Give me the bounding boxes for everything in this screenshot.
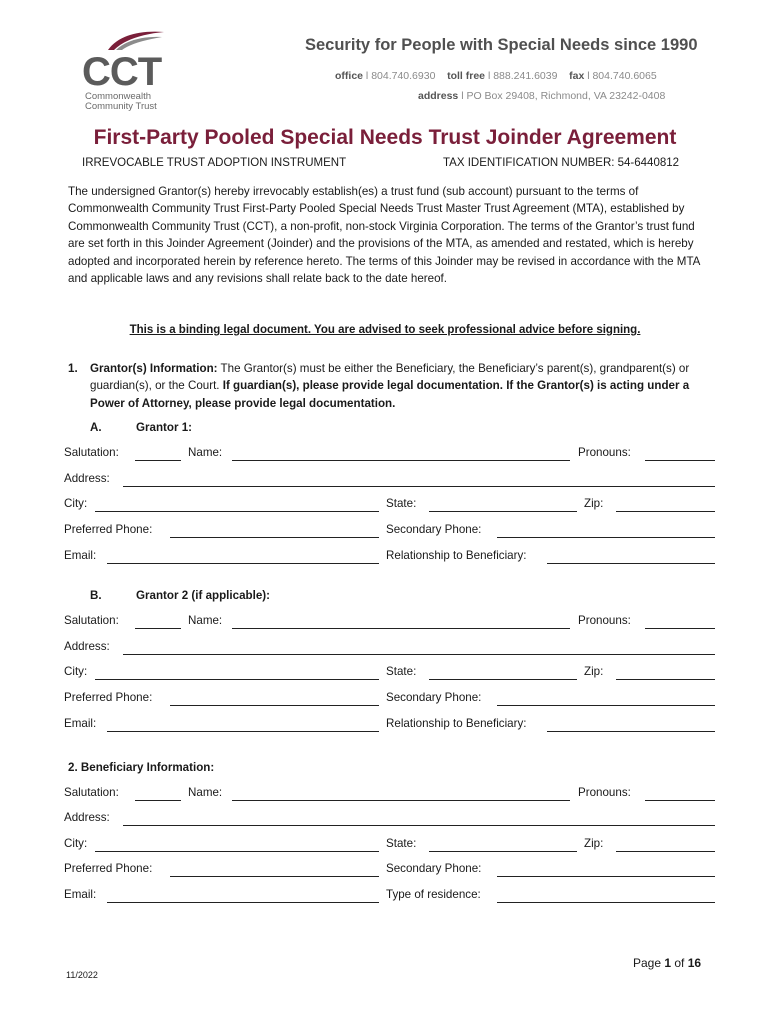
grantor1-preferred-phone-field[interactable] [170, 537, 379, 538]
grantor1-address-field[interactable] [123, 486, 715, 487]
beneficiary-residence-field[interactable] [497, 902, 715, 903]
state-label: State: [386, 665, 417, 678]
state-label: State: [386, 497, 417, 510]
grantor2-relationship-field[interactable] [547, 731, 715, 732]
logo-name-line1: Commonwealth [85, 91, 151, 102]
relationship-label: Relationship to Beneficiary: [386, 549, 527, 562]
name-label: Name: [188, 786, 223, 799]
beneficiary-secondary-phone-field[interactable] [497, 876, 715, 877]
zip-label: Zip: [584, 497, 604, 510]
section-body [90, 360, 708, 412]
address-label: Address: [64, 472, 110, 485]
logo-mark: CCT [82, 50, 162, 94]
city-label: City: [64, 837, 88, 850]
revision-date: 11/2022 [66, 970, 98, 980]
cct-logo [80, 28, 190, 110]
email-label: Email: [64, 717, 97, 730]
intro-paragraph: The undersigned Grantor(s) hereby irrevocably establish(es) a trust fund (sub account) pursuant to the terms of Commonwealth Community Trust First-Party Pooled Special Needs Trust Master Trust Agreement (MTA), established by Commonwealth Community Trust (CCT), a non-profit, non-stock Virginia Corporation. The terms of the Grantor’s trust fund are set forth in this Joinder Agreement (Joinder) and the provisions of the MTA, as amended and restated, which is hereby adopted and incorporated herein by reference hereto. The terms of this Joinder may be revised in accordance with the MTA and applicable laws and any revisions shall relate back to the date hereof. [68, 185, 700, 286]
name-label: Name: [188, 446, 223, 459]
contact-line-phones: office l 804.740.6930 toll free l 888.241.6039 fax l 804.740.6065 [335, 70, 657, 82]
grantor-b-letter: B. [90, 589, 102, 602]
city-label: City: [64, 665, 88, 678]
zip-label: Zip: [584, 665, 604, 678]
office-label: office [335, 70, 364, 82]
beneficiary-heading: 2. Beneficiary Information: [68, 761, 215, 774]
secondary-phone-label: Secondary Phone: [386, 862, 482, 875]
beneficiary-salutation-field[interactable] [135, 800, 181, 801]
grantor1-state-field[interactable] [429, 511, 577, 512]
grantor1-salutation-field[interactable] [135, 460, 181, 461]
office-phone: 804.740.6930 [371, 70, 436, 82]
tollfree-phone: 888.241.6039 [493, 70, 558, 82]
grantor1-pronouns-field[interactable] [645, 460, 715, 461]
address-label: address [418, 90, 459, 102]
page-number [633, 956, 701, 970]
beneficiary-zip-field[interactable] [616, 851, 715, 852]
name-label: Name: [188, 614, 223, 627]
email-label: Email: [64, 888, 97, 901]
grantor1-email-field[interactable] [107, 563, 379, 564]
beneficiary-pronouns-field[interactable] [645, 800, 715, 801]
grantor1-secondary-phone-field[interactable] [497, 537, 715, 538]
tollfree-label: toll free [447, 70, 486, 82]
beneficiary-preferred-phone-field[interactable] [170, 876, 379, 877]
grantor-a-letter: A. [90, 421, 102, 434]
grantor1-zip-field[interactable] [616, 511, 715, 512]
grantor1-name-field[interactable] [232, 460, 570, 461]
grantor2-city-field[interactable] [95, 679, 379, 680]
preferred-phone-label: Preferred Phone: [64, 523, 153, 536]
beneficiary-name-field[interactable] [232, 800, 570, 801]
beneficiary-state-field[interactable] [429, 851, 577, 852]
page-current: 1 [664, 956, 672, 970]
section-grantor-info [68, 360, 708, 412]
logo-name [85, 92, 157, 112]
state-label: State: [386, 837, 417, 850]
section-text: The Grantor(s) must be either the Beneficiary, the Beneficiary’s parent(s), grandparent(s) or guardian(s), or the Court. [90, 362, 690, 393]
legal-notice: This is a binding legal document. You are advised to seek professional advice before signing. [129, 324, 641, 336]
grantor-a-heading: Grantor 1: [136, 421, 193, 434]
grantor2-pronouns-field[interactable] [645, 628, 715, 629]
email-label: Email: [64, 549, 97, 562]
relationship-label: Relationship to Beneficiary: [386, 717, 527, 730]
salutation-label: Salutation: [64, 614, 119, 627]
pronouns-label: Pronouns: [578, 446, 631, 459]
address-label: Address: [64, 811, 110, 824]
grantor1-city-field[interactable] [95, 511, 379, 512]
logo-name-line2: Community Trust [85, 101, 157, 112]
beneficiary-email-field[interactable] [107, 902, 379, 903]
salutation-label: Salutation: [64, 786, 119, 799]
grantor2-preferred-phone-field[interactable] [170, 705, 379, 706]
section-heading: Grantor(s) Information: [90, 362, 218, 375]
logo-swoosh-icon [104, 28, 166, 52]
grantor-b-heading: Grantor 2 (if applicable): [136, 589, 270, 602]
preferred-phone-label: Preferred Phone: [64, 862, 153, 875]
instrument-type: IRREVOCABLE TRUST ADOPTION INSTRUMENT [82, 157, 347, 169]
page-of: of [671, 956, 688, 970]
city-label: City: [64, 497, 88, 510]
address-label: Address: [64, 640, 110, 653]
contact-line-address: address l PO Box 29408, Richmond, VA 23242-0408 [418, 90, 666, 102]
section-bold-text: If guardian(s), please provide legal documentation. If the Grantor(s) is acting under a Power of Attorney, please provide legal documentation. [90, 379, 690, 410]
beneficiary-city-field[interactable] [95, 851, 379, 852]
residence-label: Type of residence: [386, 888, 481, 901]
secondary-phone-label: Secondary Phone: [386, 523, 482, 536]
document-title: First-Party Pooled Special Needs Trust Joinder Agreement [93, 126, 677, 149]
secondary-phone-label: Secondary Phone: [386, 691, 482, 704]
tax-id: TAX IDENTIFICATION NUMBER: 54-6440812 [443, 157, 680, 169]
mailing-address: PO Box 29408, Richmond, VA 23242-0408 [466, 90, 666, 102]
grantor2-salutation-field[interactable] [135, 628, 181, 629]
salutation-label: Salutation: [64, 446, 119, 459]
page-total: 16 [687, 956, 702, 970]
pronouns-label: Pronouns: [578, 786, 631, 799]
beneficiary-address-field[interactable] [123, 825, 715, 826]
fax-label: fax [569, 70, 585, 82]
preferred-phone-label: Preferred Phone: [64, 691, 153, 704]
grantor2-zip-field[interactable] [616, 679, 715, 680]
zip-label: Zip: [584, 837, 604, 850]
grantor2-address-field[interactable] [123, 654, 715, 655]
tagline: Security for People with Special Needs since 1990 [305, 36, 698, 54]
fax-number: 804.740.6065 [592, 70, 657, 82]
grantor2-name-field[interactable] [232, 628, 570, 629]
grantor1-relationship-field[interactable] [547, 563, 715, 564]
pronouns-label: Pronouns: [578, 614, 631, 627]
grantor2-state-field[interactable] [429, 679, 577, 680]
page-prefix: Page [633, 956, 665, 970]
section-number: 1. [68, 362, 78, 375]
grantor2-secondary-phone-field[interactable] [497, 705, 715, 706]
grantor2-email-field[interactable] [107, 731, 379, 732]
